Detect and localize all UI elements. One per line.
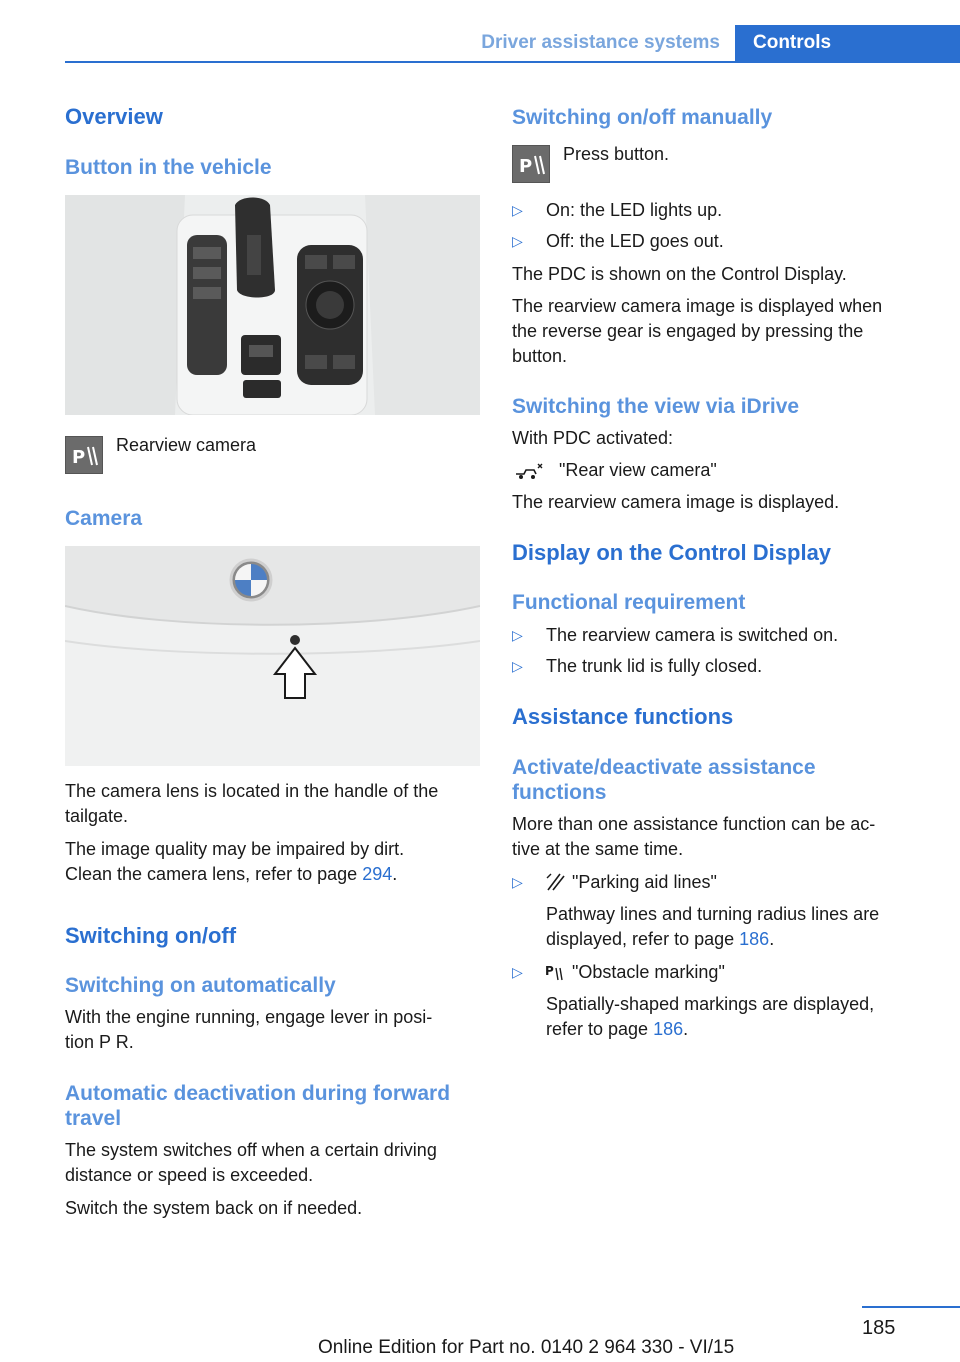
more-than-one-text-2: tive at the same time. [512, 839, 684, 859]
pdc-activated-text: With PDC activated: [512, 428, 674, 448]
idrive-heading: Switching the view via iDrive [512, 395, 800, 418]
spatial-text-2: refer to page 186. [546, 1019, 689, 1039]
camera-lens-text-1: The camera lens is located in the handle of the [65, 781, 439, 801]
obstacle-marking-label: "Obstacle marking" [572, 962, 725, 982]
rearview-displayed-text-3: button. [512, 346, 568, 366]
auto-on-text-1: With the engine running, engage lever in posi‐ [65, 1007, 433, 1027]
page-186-link[interactable]: 186 [739, 929, 770, 949]
rearview-displayed-text-1: The rearview camera image is displayed when [512, 296, 883, 316]
spatial-text-2-body: refer to page [546, 1019, 649, 1039]
bullet-triangle-icon: ▷ [512, 658, 523, 674]
bullet-triangle-icon: ▷ [512, 202, 523, 218]
rear-view-camera-menu-item: "Rear view camera" [559, 460, 717, 480]
header-section-title: Driver assistance systems [481, 32, 720, 53]
pathway-text-2-body: displayed, refer to page [546, 929, 735, 949]
auto-off-text-1: The system switches off when a certain driving [65, 1140, 437, 1160]
overview-heading: Overview [65, 104, 163, 129]
header-divider [65, 61, 960, 63]
control-display-heading: Display on the Control Display [512, 540, 832, 565]
svg-text:P: P [519, 156, 533, 177]
rearview-camera-label: Rearview camera [116, 435, 257, 455]
bullet-triangle-icon: ▷ [512, 964, 523, 980]
header-tab-controls: Controls [735, 25, 960, 62]
press-button-text: Press button. [563, 144, 670, 164]
parking-aid-lines-label: "Parking aid lines" [572, 872, 717, 892]
requirement-trunk-closed-text: The trunk lid is fully closed. [546, 656, 763, 676]
rearview-camera-button-icon [65, 436, 103, 474]
activate-deactivate-heading-2: functions [512, 781, 607, 804]
switching-on-off-heading: Switching on/off [65, 923, 237, 948]
button-in-vehicle-heading: Button in the vehicle [65, 156, 272, 179]
page-header [65, 0, 960, 62]
switching-on-automatically-heading: Switching on automatically [65, 974, 336, 997]
page-186-link-2[interactable]: 186 [653, 1019, 684, 1039]
clean-lens-text: Clean the camera lens, refer to page 294. [65, 864, 398, 884]
assistance-functions-heading: Assistance functions [512, 704, 734, 729]
pathway-text-1: Pathway lines and turning radius lines are [546, 904, 880, 924]
functional-requirement-heading: Functional requirement [512, 591, 746, 614]
pdc-button-icon [512, 145, 550, 183]
obstacle-marking-icon [544, 960, 566, 982]
camera-heading: Camera [65, 507, 143, 530]
clean-lens-text-body: Clean the camera lens, refer to page [65, 864, 358, 884]
rear-view-camera-icon [512, 460, 546, 482]
auto-off-text-2: distance or speed is exceeded. [65, 1165, 314, 1185]
auto-deactivation-heading-1: Automatic deactivation during forward [65, 1082, 451, 1105]
image-quality-text: The image quality may be impaired by dirt. [65, 839, 405, 859]
requirement-camera-on-text: The rearview camera is switched on. [546, 625, 839, 645]
bullet-triangle-icon: ▷ [512, 627, 523, 643]
svg-text:P: P [72, 447, 86, 468]
footer-divider [862, 1306, 960, 1308]
center-console-photo [65, 195, 480, 415]
parking-aid-lines-icon [544, 870, 566, 892]
rearview-displayed-text-2: the reverse gear is engaged by pressing the [512, 321, 864, 341]
auto-off-text-3: Switch the system back on if needed. [65, 1198, 363, 1218]
activate-deactivate-heading-1: Activate/deactivate assistance [512, 756, 816, 779]
svg-text:P: P [545, 964, 554, 978]
pdc-shown-text: The PDC is shown on the Control Display. [512, 264, 847, 284]
camera-lens-text-2: tailgate. [65, 806, 129, 826]
pathway-text-2: displayed, refer to page 186. [546, 929, 775, 949]
auto-on-text-2: tion P R. [65, 1032, 134, 1052]
bullet-triangle-icon: ▷ [512, 233, 523, 249]
manual-switching-heading: Switching on/off manually [512, 106, 773, 129]
bullet-on-text: On: the LED lights up. [546, 200, 723, 220]
image-displayed-text: The rearview camera image is displayed. [512, 492, 840, 512]
more-than-one-text-1: More than one assistance function can be ac‐ [512, 814, 876, 834]
spatial-text-1: Spatially-shaped markings are displayed, [546, 994, 875, 1014]
auto-deactivation-heading-2: travel [65, 1107, 122, 1130]
edition-footer: Online Edition for Part no. 0140 2 964 330 - VI/15 [318, 1337, 735, 1358]
tailgate-camera-photo [65, 546, 480, 766]
page-294-link[interactable]: 294 [362, 864, 393, 884]
bullet-triangle-icon: ▷ [512, 874, 523, 890]
page-number: 185 [862, 1317, 896, 1339]
bullet-off-text: Off: the LED goes out. [546, 231, 724, 251]
